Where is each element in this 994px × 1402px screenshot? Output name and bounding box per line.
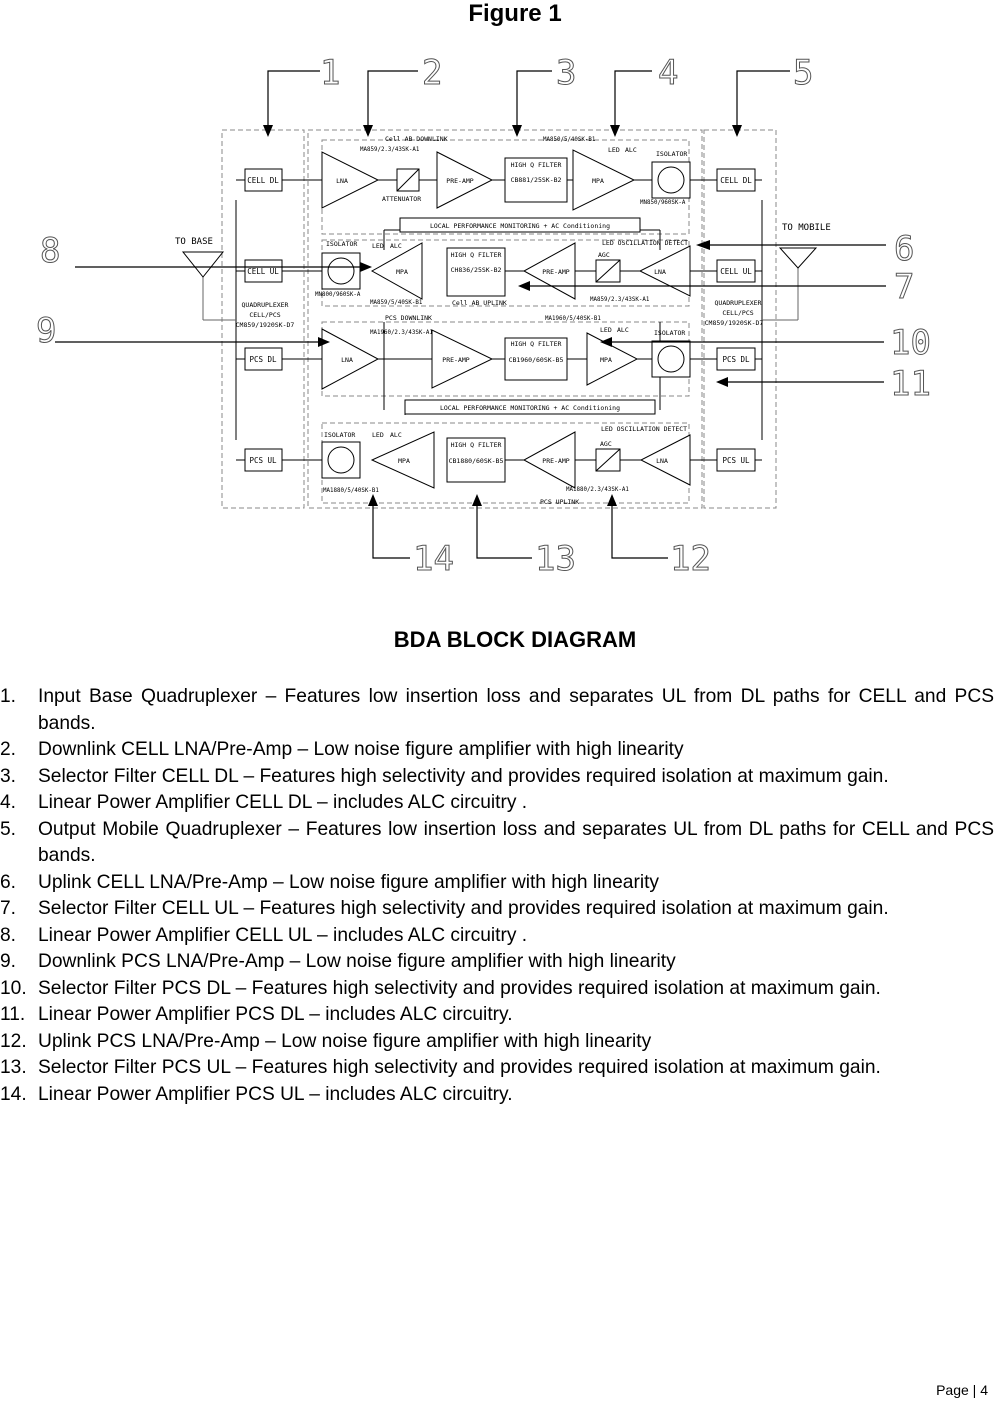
- item-number: 13.: [0, 1057, 27, 1078]
- item-text: Input Base Quadruplexer – Features low insertion loss and separates UL from DL paths for CELL and PCS bands.: [38, 686, 994, 734]
- part-number: CH836/25SK-B2: [450, 266, 502, 274]
- part-number: MA859/5/40SK-B1: [370, 300, 423, 306]
- part-number: MA1880/2.3/43SK-A1: [566, 487, 629, 493]
- list-item: [0, 684, 994, 737]
- port-label: PCS UL: [722, 456, 750, 465]
- list-item: [0, 790, 994, 817]
- part-number: CB881/25SK-B2: [510, 176, 562, 184]
- led-osc-label: LED OSCILLATION DETECT: [602, 239, 689, 247]
- led-label: LED: [600, 326, 612, 334]
- led-label: LED: [372, 431, 384, 439]
- callout-number: 7: [894, 267, 915, 307]
- part-number: CM859/1920SK-D7: [704, 319, 764, 327]
- callout-numbers: [36, 53, 931, 579]
- filter-label: HIGH Q FILTER: [450, 441, 502, 449]
- list-item: [0, 870, 994, 897]
- list-item: [0, 737, 994, 764]
- list-item: [0, 896, 994, 923]
- amp-label: LNA: [656, 457, 668, 465]
- item-number: 8.: [0, 924, 17, 946]
- amp-label: PRE-AMP: [542, 268, 570, 276]
- monitoring-label: LOCAL PERFORMANCE MONITORING + AC Conditioning: [429, 222, 611, 230]
- item-text: Selector Filter PCS DL – Features high selectivity and provides required isolation at maximum gain.: [38, 977, 881, 999]
- item-number: 9.: [0, 951, 17, 972]
- amp-label: PRE-AMP: [446, 177, 474, 185]
- item-text: Selector Filter PCS UL – Features high selectivity and provides required isolation at maximum gain.: [38, 1057, 881, 1078]
- item-text: Uplink CELL LNA/Pre-Amp – Low noise figure amplifier with high linearity: [38, 871, 660, 893]
- agc-label: AGC: [600, 440, 612, 448]
- port-label: CELL UL: [247, 267, 279, 276]
- item-number: 11.: [0, 1004, 26, 1025]
- list-item: [0, 976, 994, 1003]
- part-number: MA1960/5/40SK-B1: [545, 316, 601, 322]
- led-osc-label: LED OSCILLATION DETECT: [601, 425, 688, 433]
- section-label: Cell AB DOWNLINK: [385, 135, 448, 143]
- amp-label: PRE-AMP: [542, 457, 570, 465]
- amp-label: MPA: [592, 177, 604, 185]
- callout-number: 8: [40, 231, 61, 271]
- filter-label: HIGH Q FILTER: [510, 340, 562, 348]
- item-text: Linear Power Amplifier PCS UL – includes ALC circuitry.: [38, 1083, 513, 1105]
- attenuator-label: ATTENUATOR: [382, 195, 422, 203]
- alc-label: ALC: [390, 431, 402, 439]
- part-number: MN800/960SK-A: [315, 292, 361, 298]
- callout-number: 6: [894, 229, 915, 269]
- part-number: MA859/2.3/43SK-A1: [360, 147, 420, 153]
- item-number: 5.: [0, 818, 17, 840]
- monitoring-label: LOCAL PERFORMANCE MONITORING + AC Conditioning: [439, 404, 621, 412]
- part-number: CM859/1920SK-D7: [235, 321, 295, 329]
- item-text: Linear Power Amplifier PCS DL – includes ALC circuitry.: [38, 1004, 513, 1025]
- diagram-title: BDA BLOCK DIAGRAM: [393, 627, 637, 652]
- callout-number: 14: [413, 539, 454, 579]
- part-number: MA859/2.3/43SK-A1: [590, 297, 650, 303]
- cell-dl-lna: [322, 152, 378, 208]
- filter-label: HIGH Q FILTER: [450, 251, 502, 259]
- amp-label: LNA: [336, 177, 348, 185]
- to-base-label: TO BASE: [175, 237, 213, 247]
- part-number: MA1960/2.3/43SK-A1: [370, 330, 433, 336]
- item-text: Selector Filter CELL UL – Features high selectivity and provides required isolation at maximum gain.: [38, 898, 889, 919]
- callout-number: 10: [890, 323, 931, 363]
- figure-title: Figure 1: [468, 0, 562, 27]
- list-item: [0, 1002, 994, 1029]
- alc-label: ALC: [390, 242, 402, 250]
- port-label: PCS DL: [249, 355, 277, 364]
- port-label: CELL DL: [247, 176, 279, 185]
- callout-leaders: [55, 71, 886, 558]
- port-label: PCS UL: [249, 456, 277, 465]
- item-text: Output Mobile Quadruplexer – Features low insertion loss and separates UL from DL paths for CELL and PCS bands.: [38, 818, 994, 866]
- led-label: LED: [372, 242, 384, 250]
- amp-label: LNA: [654, 268, 666, 276]
- item-number: 3.: [0, 765, 17, 787]
- callout-number: 13: [535, 539, 576, 579]
- part-number: MA850/5/40SK-B1: [543, 137, 596, 143]
- agc-label: AGC: [598, 251, 610, 259]
- list-item: [0, 764, 994, 791]
- callout-number: 4: [658, 53, 679, 93]
- item-text: Uplink PCS LNA/Pre-Amp – Low noise figure amplifier with high linearity: [38, 1030, 652, 1052]
- quadruplexer-label: QUADRUPLEXER: [241, 301, 289, 309]
- item-text: Downlink PCS LNA/Pre-Amp – Low noise figure amplifier with high linearity: [38, 951, 676, 972]
- item-number: 2.: [0, 739, 17, 760]
- item-text: Downlink CELL LNA/Pre-Amp – Low noise figure amplifier with high linearity: [38, 739, 684, 760]
- part-number: MN850/960SK-A: [640, 200, 686, 206]
- part-number: MA1880/5/40SK-B1: [323, 488, 379, 494]
- callout-number: 9: [36, 311, 57, 351]
- page-number: Page | 4: [936, 1382, 988, 1398]
- callout-number: 12: [670, 539, 711, 579]
- item-number: 6.: [0, 871, 17, 893]
- section-label: PCS UPLINK: [540, 498, 580, 506]
- list-item: [0, 1055, 994, 1082]
- isolator-label: ISOLATOR: [654, 329, 686, 337]
- led-label: LED: [608, 146, 620, 154]
- item-number: 1.: [0, 686, 17, 707]
- amp-label: LNA: [341, 356, 353, 364]
- list-item: [0, 949, 994, 976]
- item-number: 12.: [0, 1030, 27, 1052]
- alc-label: ALC: [617, 326, 629, 334]
- base-antenna-icon: [183, 252, 223, 277]
- port-label: CELL UL: [720, 267, 752, 276]
- mobile-antenna-icon: [780, 248, 816, 268]
- isolator-label: ISOLATOR: [326, 240, 358, 248]
- callout-number: 11: [890, 364, 931, 404]
- item-number: 4.: [0, 792, 17, 813]
- part-number: CB1880/60SK-B5: [448, 457, 504, 465]
- callout-number: 3: [556, 53, 577, 93]
- isolator-label: ISOLATOR: [324, 431, 356, 439]
- item-text: Selector Filter CELL DL – Features high selectivity and provides required isolation at maximum gain.: [38, 765, 889, 787]
- component-list: [0, 684, 994, 1108]
- amp-label: MPA: [600, 356, 612, 364]
- port-label: CELL DL: [720, 176, 752, 185]
- alc-label: ALC: [625, 146, 637, 154]
- callout-number: 1: [320, 53, 341, 93]
- amp-label: MPA: [396, 268, 408, 276]
- list-item: [0, 1029, 994, 1056]
- section-label: Cell AB UPLINK: [452, 299, 507, 307]
- quadruplexer-label: QUADRUPLEXER: [714, 299, 762, 307]
- cell-pcs-label: CELL/PCS: [722, 309, 754, 317]
- port-label: PCS DL: [722, 355, 750, 364]
- amp-label: MPA: [398, 457, 410, 465]
- isolator-label: ISOLATOR: [656, 150, 688, 158]
- callout-number: 5: [793, 53, 814, 93]
- list-item: [0, 1082, 994, 1109]
- list-item: [0, 817, 994, 870]
- callout-number: 2: [422, 53, 443, 93]
- amp-label: PRE-AMP: [442, 356, 470, 364]
- bda-block-diagram: [0, 40, 994, 600]
- part-number: CB1960/60SK-B5: [508, 356, 564, 364]
- item-number: 14.: [0, 1083, 27, 1105]
- item-text: Linear Power Amplifier CELL DL – includes ALC circuitry .: [38, 792, 528, 813]
- to-mobile-label: TO MOBILE: [782, 223, 831, 233]
- section-label: PCS DOWNLINK: [385, 314, 432, 322]
- cell-pcs-label: CELL/PCS: [249, 311, 281, 319]
- item-text: Linear Power Amplifier CELL UL – includes ALC circuitry .: [38, 924, 528, 946]
- filter-label: HIGH Q FILTER: [510, 161, 562, 169]
- item-number: 7.: [0, 898, 17, 919]
- list-item: [0, 923, 994, 950]
- item-number: 10.: [0, 977, 27, 999]
